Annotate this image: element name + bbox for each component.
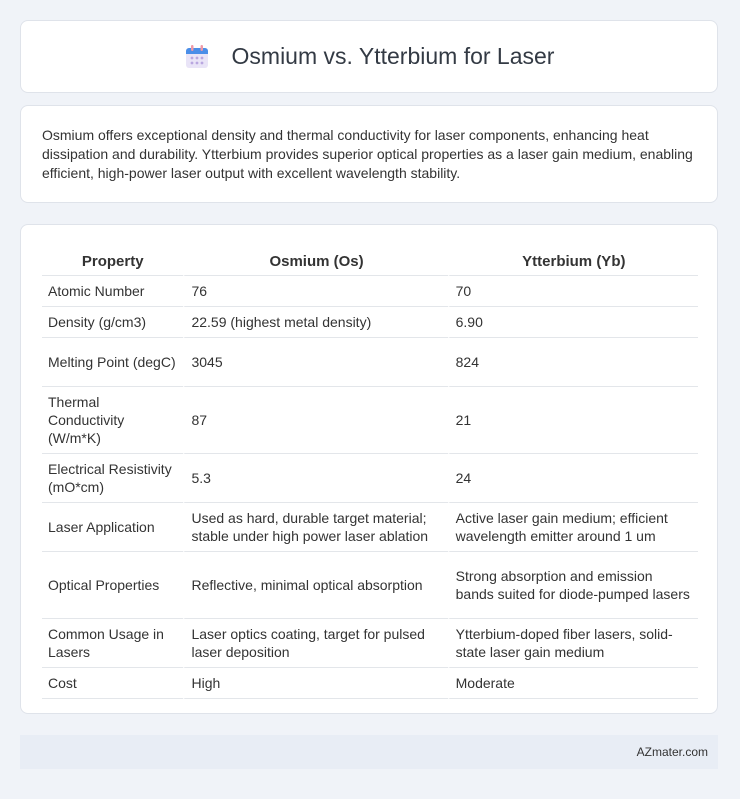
cell-ytterbium: Active laser gain medium; efficient wavelength emitter around 1 um xyxy=(448,503,698,552)
intro-paragraph: Osmium offers exceptional density and thermal conductivity for laser components, enhancing heat dissipation and durability. Ytterbium provides superior optical properties as a laser gain medium, enabling efficient, high-power laser output with excellent wavelength stability. xyxy=(42,127,693,181)
table-row xyxy=(42,276,698,307)
cell-ytterbium: 6.90 xyxy=(448,307,698,338)
cell-osmium: 22.59 (highest metal density) xyxy=(183,307,447,338)
cell-property: Atomic Number xyxy=(42,276,183,307)
page-title: Osmium vs. Ytterbium for Laser xyxy=(231,43,555,69)
calendar-icon xyxy=(184,44,210,70)
cell-ytterbium: Moderate xyxy=(448,668,698,699)
table-row xyxy=(42,454,698,503)
cell-ytterbium: Ytterbium-doped fiber lasers, solid-state laser gain medium xyxy=(448,619,698,668)
comparison-card xyxy=(20,224,718,714)
cell-ytterbium: 824 xyxy=(448,338,698,387)
header-property: Property xyxy=(42,245,183,276)
header-osmium: Osmium (Os) xyxy=(183,245,447,276)
table-row xyxy=(42,338,698,387)
cell-ytterbium: Strong absorption and emission bands suited for diode-pumped lasers xyxy=(448,552,698,619)
cell-property: Thermal Conductivity (W/m*K) xyxy=(42,387,183,454)
header-ytterbium: Ytterbium (Yb) xyxy=(448,245,698,276)
cell-osmium: Reflective, minimal optical absorption xyxy=(183,552,447,619)
cell-osmium: 87 xyxy=(183,387,447,454)
cell-property: Cost xyxy=(42,668,183,699)
cell-osmium: Laser optics coating, target for pulsed laser deposition xyxy=(183,619,447,668)
table-row xyxy=(42,503,698,552)
table-header-row xyxy=(42,245,698,276)
comparison-table xyxy=(42,245,698,699)
cell-osmium: 5.3 xyxy=(183,454,447,503)
table-row xyxy=(42,619,698,668)
cell-osmium: Used as hard, durable target material; stable under high power laser ablation xyxy=(183,503,447,552)
cell-property: Optical Properties xyxy=(42,552,183,619)
cell-property: Melting Point (degC) xyxy=(42,338,183,387)
table-row xyxy=(42,552,698,619)
title-card xyxy=(20,20,718,93)
cell-osmium: 76 xyxy=(183,276,447,307)
footer-brand[interactable]: AZmater.com xyxy=(636,745,708,759)
cell-ytterbium: 24 xyxy=(448,454,698,503)
cell-property: Density (g/cm3) xyxy=(42,307,183,338)
table-row xyxy=(42,307,698,338)
footer xyxy=(20,735,718,769)
cell-property: Common Usage in Lasers xyxy=(42,619,183,668)
cell-property: Laser Application xyxy=(42,503,183,552)
intro-card xyxy=(20,105,718,203)
table-row xyxy=(42,668,698,699)
cell-property: Electrical Resistivity (mO*cm) xyxy=(42,454,183,503)
cell-ytterbium: 21 xyxy=(448,387,698,454)
cell-osmium: High xyxy=(183,668,447,699)
cell-osmium: 3045 xyxy=(183,338,447,387)
cell-ytterbium: 70 xyxy=(448,276,698,307)
table-row xyxy=(42,387,698,454)
